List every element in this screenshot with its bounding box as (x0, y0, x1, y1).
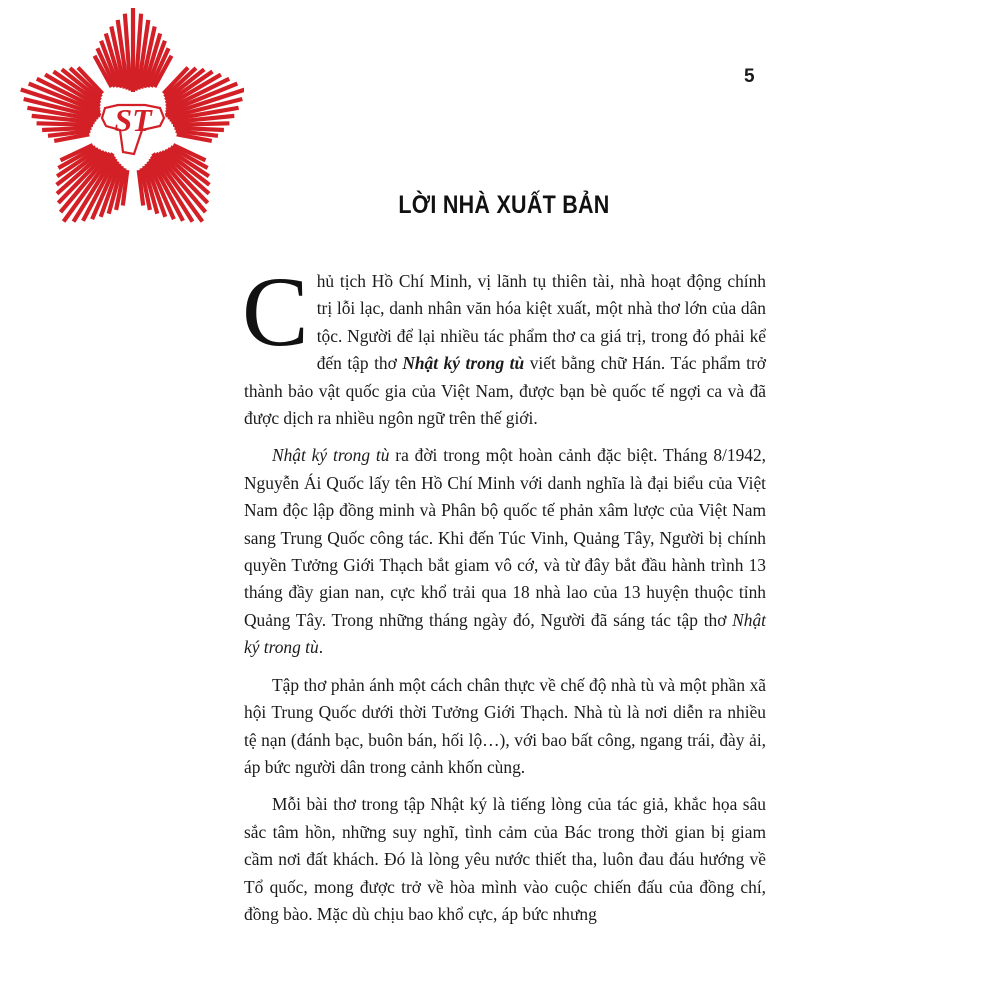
page-title: LỜI NHÀ XUẤT BẢN (398, 191, 610, 219)
drop-cap: C (242, 256, 309, 367)
logo-ray (42, 128, 91, 130)
publisher-star-logo (14, 6, 244, 244)
body-text (242, 256, 766, 938)
logo-ray (37, 123, 93, 125)
svg-text:ST: ST (114, 102, 152, 138)
paragraph-2: Nhật ký trong tù ra đời trong một hoàn cảnh đặc biệt. Tháng 8/1942, Nguyễn Ái Quốc lấy tên Hồ Chí Minh với danh nghĩa là đại biểu của Việt Nam độc lập đồng minh và Phân bộ quốc tế phản xâm lược của Việt Nam sang Trung Quốc công tác. Khi đến Túc Vinh, Quảng Tây, Người bị chính quyền Tưởng Giới Thạch bắt giam vô cớ, và từ đây bắt đầu hành trình 13 tháng đầy gian nan, cực khổ trải qua 18 nhà lao của 13 huyện thuộc tỉnh Quảng Tây. Trong những tháng ngày đó, Người đã sáng tác tập thơ Nhật ký trong tù. (244, 445, 766, 658)
paragraph-4: Mỗi bài thơ trong tập Nhật ký là tiếng lòng của tác giả, khắc họa sâu sắc tâm hồn, những suy nghĩ, tình cảm của Bác trong thời gian bị giam cầm nơi đất khách. Đó là lòng yêu nước thiết tha, luôn đau đáu hướng về Tổ quốc, mong được trở về hòa mình vào cuộc chiến đấu của đồng chí, đồng bào. Mặc dù chịu bao khổ cực, áp bức nhưng (244, 794, 766, 924)
book-title-italic: Nhật ký trong tù (272, 445, 390, 466)
page-number: 5 (744, 66, 755, 87)
paragraph-1: Chủ tịch Hồ Chí Minh, vị lãnh tụ thiên tài, nhà hoạt động chính trị lỗi lạc, danh nhân văn hóa kiệt xuất, một nhà thơ lớn của dân tộc. Người để lại nhiều tác phẩm thơ ca giá trị, trong đó phải kể đến tập thơ Nhật ký trong tù viết bằng chữ Hán. Tác phẩm trở thành bảo vật quốc gia của Việt Nam, được bạn bè quốc tế ngợi ca và đã được dịch ra nhiều ngôn ngữ trên thế giới. (242, 256, 766, 429)
logo-st-emblem (102, 102, 164, 154)
book-title-emphasis: Nhật ký trong tù (402, 353, 525, 374)
paragraph-3: Tập thơ phản ánh một cách chân thực về chế độ nhà tù và một phần xã hội Trung Quốc dưới thời Tưởng Giới Thạch. Nhà tù là nơi diễn ra nhiều tệ nạn (đánh bạc, buôn bán, hối lộ…), với bao bất công, ngang trái, đày ải, áp bức người dân trong cảnh khốn cùng. (244, 674, 766, 777)
book-title-italic: Nhật ký trong tù (244, 609, 766, 658)
logo-ray (173, 123, 229, 125)
